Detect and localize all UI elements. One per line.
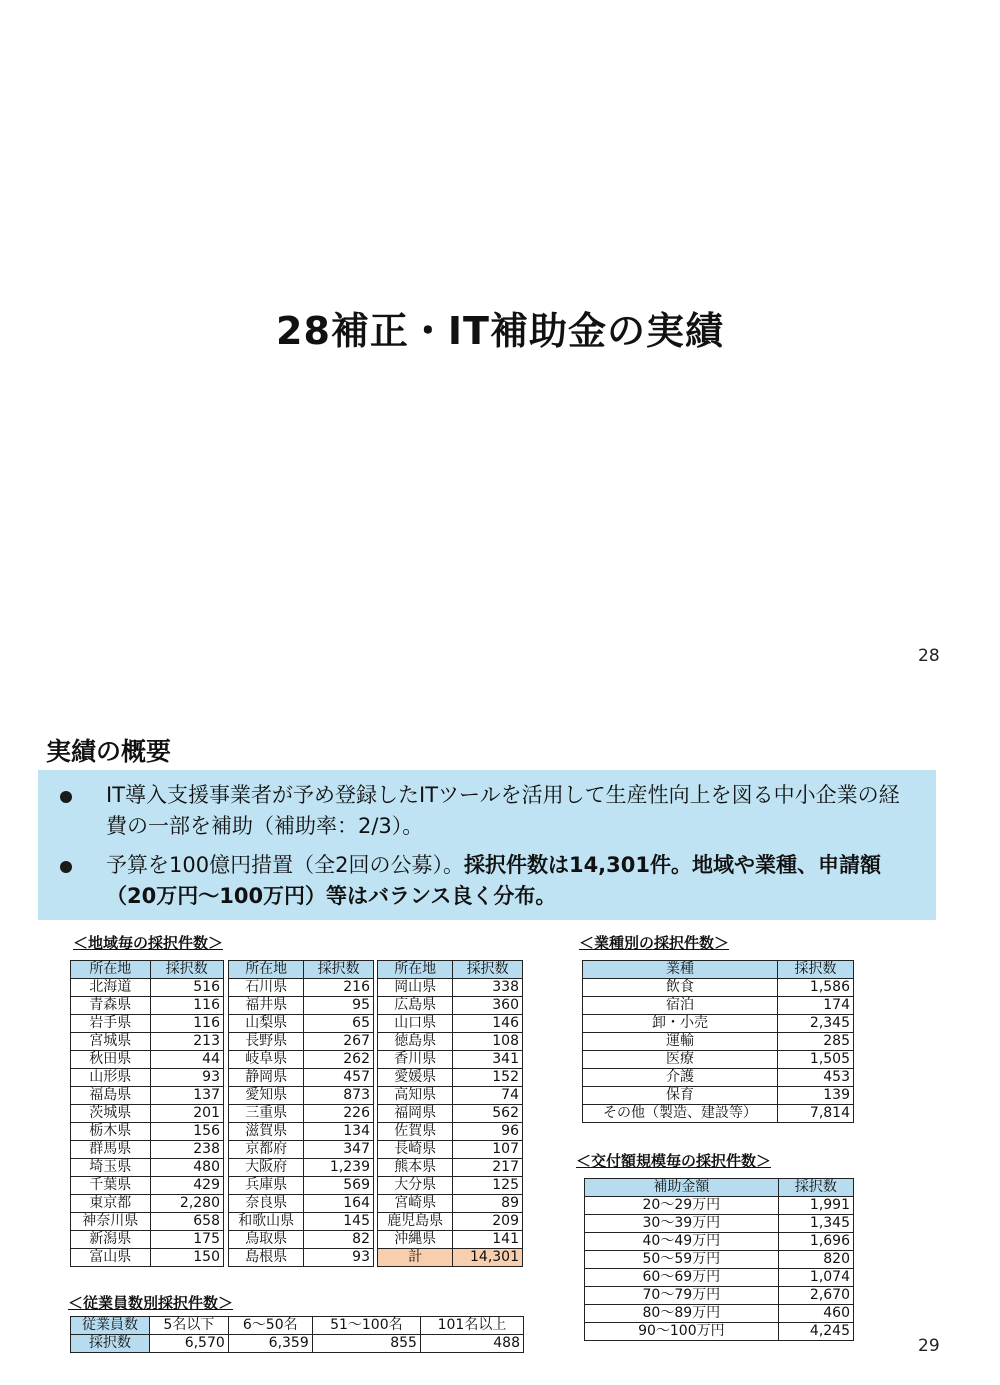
industry-name: 卸・小売 (583, 1015, 778, 1033)
region-name: 愛媛県 (378, 1069, 453, 1087)
region-name: 宮城県 (71, 1033, 151, 1051)
amount-range: 40～49万円 (585, 1233, 779, 1251)
region-caption: ＜地域毎の採択件数＞ (73, 934, 224, 952)
region-name: 青森県 (71, 997, 151, 1015)
table-row (229, 1231, 374, 1249)
summary-bullet-2 (60, 850, 920, 912)
amount-count: 1,074 (778, 1269, 853, 1287)
region-count: 156 (150, 1123, 223, 1141)
region-count: 209 (453, 1213, 523, 1231)
column-header: 補助金額 (585, 1179, 779, 1197)
region-count: 360 (453, 997, 523, 1015)
summary-bullet-2-text (106, 850, 920, 912)
table-row (585, 1215, 854, 1233)
industry-caption: ＜業種別の採択件数＞ (579, 934, 730, 952)
industry-name: 保育 (583, 1087, 778, 1105)
region-count: 82 (304, 1231, 374, 1249)
table-row (229, 1087, 374, 1105)
region-name: 兵庫県 (229, 1177, 304, 1195)
region-name: 大阪府 (229, 1159, 304, 1177)
table-row (585, 1323, 854, 1341)
table-row (71, 1159, 224, 1177)
summary-bullet-2-plain: 予算を100億円措置（全2回の公募）。 (106, 853, 464, 877)
region-name: 佐賀県 (378, 1123, 453, 1141)
table-row (229, 1249, 374, 1267)
region-name: 宮崎県 (378, 1195, 453, 1213)
industry-name: 介護 (583, 1069, 778, 1087)
region-count: 164 (304, 1195, 374, 1213)
region-count: 65 (304, 1015, 374, 1033)
region-count: 238 (150, 1141, 223, 1159)
region-name: 滋賀県 (229, 1123, 304, 1141)
summary-box (38, 770, 936, 920)
region-count: 96 (453, 1123, 523, 1141)
region-name: 山口県 (378, 1015, 453, 1033)
amount-range: 60～69万円 (585, 1269, 779, 1287)
table-row (229, 979, 374, 997)
bullet-dot-icon (60, 861, 72, 873)
table-row (71, 1033, 224, 1051)
table-row (378, 997, 523, 1015)
region-count: 217 (453, 1159, 523, 1177)
employees-count: 6,570 (150, 1335, 229, 1353)
table-row (378, 1195, 523, 1213)
employees-count: 6,359 (228, 1335, 312, 1353)
table-row (229, 1177, 374, 1195)
amount-count: 4,245 (778, 1323, 853, 1341)
region-count: 262 (304, 1051, 374, 1069)
amount-count: 2,670 (778, 1287, 853, 1305)
region-name: 福井県 (229, 997, 304, 1015)
region-name: 沖縄県 (378, 1231, 453, 1249)
column-header: 採択数 (453, 961, 523, 979)
table-row (71, 1231, 224, 1249)
column-header: 採択数 (778, 961, 854, 979)
table-row (229, 1159, 374, 1177)
table-row (585, 1305, 854, 1323)
column-header: 業種 (583, 961, 778, 979)
table-row (71, 979, 224, 997)
region-count: 338 (453, 979, 523, 997)
table-row (583, 1015, 854, 1033)
employees-row-header: 従業員数 (71, 1317, 150, 1335)
total-row (378, 1249, 523, 1267)
region-count: 562 (453, 1105, 523, 1123)
table-row (71, 1177, 224, 1195)
region-count: 226 (304, 1105, 374, 1123)
region-name: 和歌山県 (229, 1213, 304, 1231)
employees-size: 51～100名 (312, 1317, 420, 1335)
region-count: 93 (304, 1249, 374, 1267)
industry-count: 1,505 (778, 1051, 854, 1069)
table-row (71, 1213, 224, 1231)
region-name: 新潟県 (71, 1231, 151, 1249)
amount-count: 1,696 (778, 1233, 853, 1251)
table-row (585, 1251, 854, 1269)
table-row (378, 1069, 523, 1087)
region-table-1 (70, 960, 224, 1267)
region-count: 146 (453, 1015, 523, 1033)
table-row (583, 1105, 854, 1123)
region-name: 福島県 (71, 1087, 151, 1105)
table-row (583, 1051, 854, 1069)
column-header: 採択数 (304, 961, 374, 979)
region-name: 大分県 (378, 1177, 453, 1195)
table-row (71, 1105, 224, 1123)
region-count: 89 (453, 1195, 523, 1213)
region-count: 141 (453, 1231, 523, 1249)
table-row (378, 1123, 523, 1141)
employees-count: 488 (420, 1335, 523, 1353)
industry-name: 宿泊 (583, 997, 778, 1015)
total-value: 14,301 (453, 1249, 523, 1267)
region-name: 静岡県 (229, 1069, 304, 1087)
region-count: 569 (304, 1177, 374, 1195)
industry-count: 2,345 (778, 1015, 854, 1033)
industry-table (582, 960, 854, 1123)
region-count: 152 (453, 1069, 523, 1087)
industry-count: 7,814 (778, 1105, 854, 1123)
region-name: 島根県 (229, 1249, 304, 1267)
table-row (229, 1123, 374, 1141)
table-row (229, 1105, 374, 1123)
table-row (583, 997, 854, 1015)
region-name: 北海道 (71, 979, 151, 997)
table-row (378, 1051, 523, 1069)
table-row (585, 1197, 854, 1215)
industry-name: 飲食 (583, 979, 778, 997)
table-row (71, 1123, 224, 1141)
amount-range: 50～59万円 (585, 1251, 779, 1269)
region-table-3 (377, 960, 523, 1267)
industry-count: 174 (778, 997, 854, 1015)
region-name: 埼玉県 (71, 1159, 151, 1177)
employees-size: 5名以下 (150, 1317, 229, 1335)
table-row (378, 1015, 523, 1033)
table-header-row (583, 961, 854, 979)
bullet-dot-icon (60, 791, 72, 803)
region-count: 213 (150, 1033, 223, 1051)
region-name: 鳥取県 (229, 1231, 304, 1249)
region-count: 108 (453, 1033, 523, 1051)
region-name: 奈良県 (229, 1195, 304, 1213)
employees-row-label: 採択数 (71, 1335, 150, 1353)
column-header: 所在地 (229, 961, 304, 979)
amount-range: 30～39万円 (585, 1215, 779, 1233)
amount-count: 1,991 (778, 1197, 853, 1215)
summary-bullet-1-text: IT導入支援事業者が予め登録したITツールを活用して生産性向上を図る中小企業の経費の一部を補助（補助率：2/3）。 (106, 783, 900, 838)
summary-heading: 実績の概要 (46, 737, 172, 766)
region-name: 京都府 (229, 1141, 304, 1159)
region-name: 香川県 (378, 1051, 453, 1069)
region-count: 145 (304, 1213, 374, 1231)
employees-table (70, 1316, 524, 1353)
region-count: 658 (150, 1213, 223, 1231)
region-count: 137 (150, 1087, 223, 1105)
table-row (378, 1177, 523, 1195)
region-table-2 (228, 960, 374, 1267)
page-number-29: 29 (918, 1336, 940, 1356)
region-count: 341 (453, 1051, 523, 1069)
table-row (585, 1287, 854, 1305)
table-row (229, 1213, 374, 1231)
employees-caption: ＜従業員数別採択件数＞ (68, 1294, 234, 1312)
region-count: 150 (150, 1249, 223, 1267)
amount-count: 1,345 (778, 1215, 853, 1233)
region-name: 長崎県 (378, 1141, 453, 1159)
table-row (583, 1087, 854, 1105)
table-row (229, 1015, 374, 1033)
table-row (71, 1051, 224, 1069)
table-row (71, 1087, 224, 1105)
region-name: 栃木県 (71, 1123, 151, 1141)
table-row (229, 1141, 374, 1159)
region-name: 茨城県 (71, 1105, 151, 1123)
amount-caption: ＜交付額規模毎の採択件数＞ (576, 1152, 772, 1170)
table-row (229, 997, 374, 1015)
region-name: 富山県 (71, 1249, 151, 1267)
table-row (378, 1087, 523, 1105)
amount-range: 80～89万円 (585, 1305, 779, 1323)
column-header: 採択数 (150, 961, 223, 979)
summary-bullet-2-bold: 採択件数は14,301件。地域や業種、申請額（20万円～100万円）等はバランス良く分布。 (106, 853, 881, 908)
table-row (71, 1195, 224, 1213)
region-count: 347 (304, 1141, 374, 1159)
region-name: 愛知県 (229, 1087, 304, 1105)
table-header-row (71, 961, 224, 979)
table-row (378, 979, 523, 997)
region-name: 広島県 (378, 997, 453, 1015)
region-name: 秋田県 (71, 1051, 151, 1069)
region-count: 93 (150, 1069, 223, 1087)
region-count: 429 (150, 1177, 223, 1195)
region-count: 44 (150, 1051, 223, 1069)
summary-bullet-1 (60, 780, 920, 842)
region-name: 群馬県 (71, 1141, 151, 1159)
region-count: 201 (150, 1105, 223, 1123)
region-count: 134 (304, 1123, 374, 1141)
region-name: 熊本県 (378, 1159, 453, 1177)
region-count: 267 (304, 1033, 374, 1051)
region-name: 岡山県 (378, 979, 453, 997)
region-name: 三重県 (229, 1105, 304, 1123)
amount-range: 20～29万円 (585, 1197, 779, 1215)
region-name: 神奈川県 (71, 1213, 151, 1231)
region-name: 高知県 (378, 1087, 453, 1105)
table-row (583, 979, 854, 997)
industry-count: 139 (778, 1087, 854, 1105)
amount-range: 70～79万円 (585, 1287, 779, 1305)
region-name: 石川県 (229, 979, 304, 997)
column-header: 所在地 (378, 961, 453, 979)
page-number-28: 28 (918, 646, 940, 666)
slide-title: 28補正・IT補助金の実績 (276, 309, 724, 353)
region-name: 徳島県 (378, 1033, 453, 1051)
region-count: 457 (304, 1069, 374, 1087)
column-header: 所在地 (71, 961, 151, 979)
table-row (71, 1015, 224, 1033)
table-row (583, 1069, 854, 1087)
table-header-row (585, 1179, 854, 1197)
table-row (585, 1233, 854, 1251)
industry-count: 453 (778, 1069, 854, 1087)
table-row (229, 1069, 374, 1087)
amount-count: 820 (778, 1251, 853, 1269)
table-row (378, 1033, 523, 1051)
region-name: 福岡県 (378, 1105, 453, 1123)
region-name: 岩手県 (71, 1015, 151, 1033)
column-header: 採択数 (778, 1179, 853, 1197)
employees-header-row (71, 1317, 524, 1335)
table-row (71, 1069, 224, 1087)
industry-count: 1,586 (778, 979, 854, 997)
region-name: 長野県 (229, 1033, 304, 1051)
region-count: 516 (150, 979, 223, 997)
region-count: 2,280 (150, 1195, 223, 1213)
region-count: 1,239 (304, 1159, 374, 1177)
industry-name: 運輸 (583, 1033, 778, 1051)
region-count: 74 (453, 1087, 523, 1105)
employees-count-row (71, 1335, 524, 1353)
region-name: 千葉県 (71, 1177, 151, 1195)
table-header-row (378, 961, 523, 979)
region-count: 116 (150, 1015, 223, 1033)
industry-name: 医療 (583, 1051, 778, 1069)
total-label: 計 (378, 1249, 453, 1267)
table-row (583, 1033, 854, 1051)
table-row (378, 1159, 523, 1177)
table-row (229, 1033, 374, 1051)
industry-name: その他（製造、建設等） (583, 1105, 778, 1123)
table-row (378, 1213, 523, 1231)
employees-size: 101名以上 (420, 1317, 523, 1335)
region-count: 95 (304, 997, 374, 1015)
industry-count: 285 (778, 1033, 854, 1051)
region-name: 鹿児島県 (378, 1213, 453, 1231)
table-header-row (229, 961, 374, 979)
region-count: 480 (150, 1159, 223, 1177)
table-row (229, 1195, 374, 1213)
amount-table (584, 1178, 854, 1341)
table-row (585, 1269, 854, 1287)
region-count: 107 (453, 1141, 523, 1159)
table-row (378, 1141, 523, 1159)
amount-range: 90～100万円 (585, 1323, 779, 1341)
table-row (71, 1249, 224, 1267)
employees-size: 6～50名 (228, 1317, 312, 1335)
table-row (71, 1141, 224, 1159)
table-row (378, 1105, 523, 1123)
amount-count: 460 (778, 1305, 853, 1323)
table-row (71, 997, 224, 1015)
region-name: 岐阜県 (229, 1051, 304, 1069)
region-name: 東京都 (71, 1195, 151, 1213)
region-name: 山形県 (71, 1069, 151, 1087)
table-row (229, 1051, 374, 1069)
region-count: 873 (304, 1087, 374, 1105)
region-count: 175 (150, 1231, 223, 1249)
region-count: 216 (304, 979, 374, 997)
table-row (378, 1231, 523, 1249)
region-name: 山梨県 (229, 1015, 304, 1033)
region-count: 125 (453, 1177, 523, 1195)
employees-count: 855 (312, 1335, 420, 1353)
region-count: 116 (150, 997, 223, 1015)
